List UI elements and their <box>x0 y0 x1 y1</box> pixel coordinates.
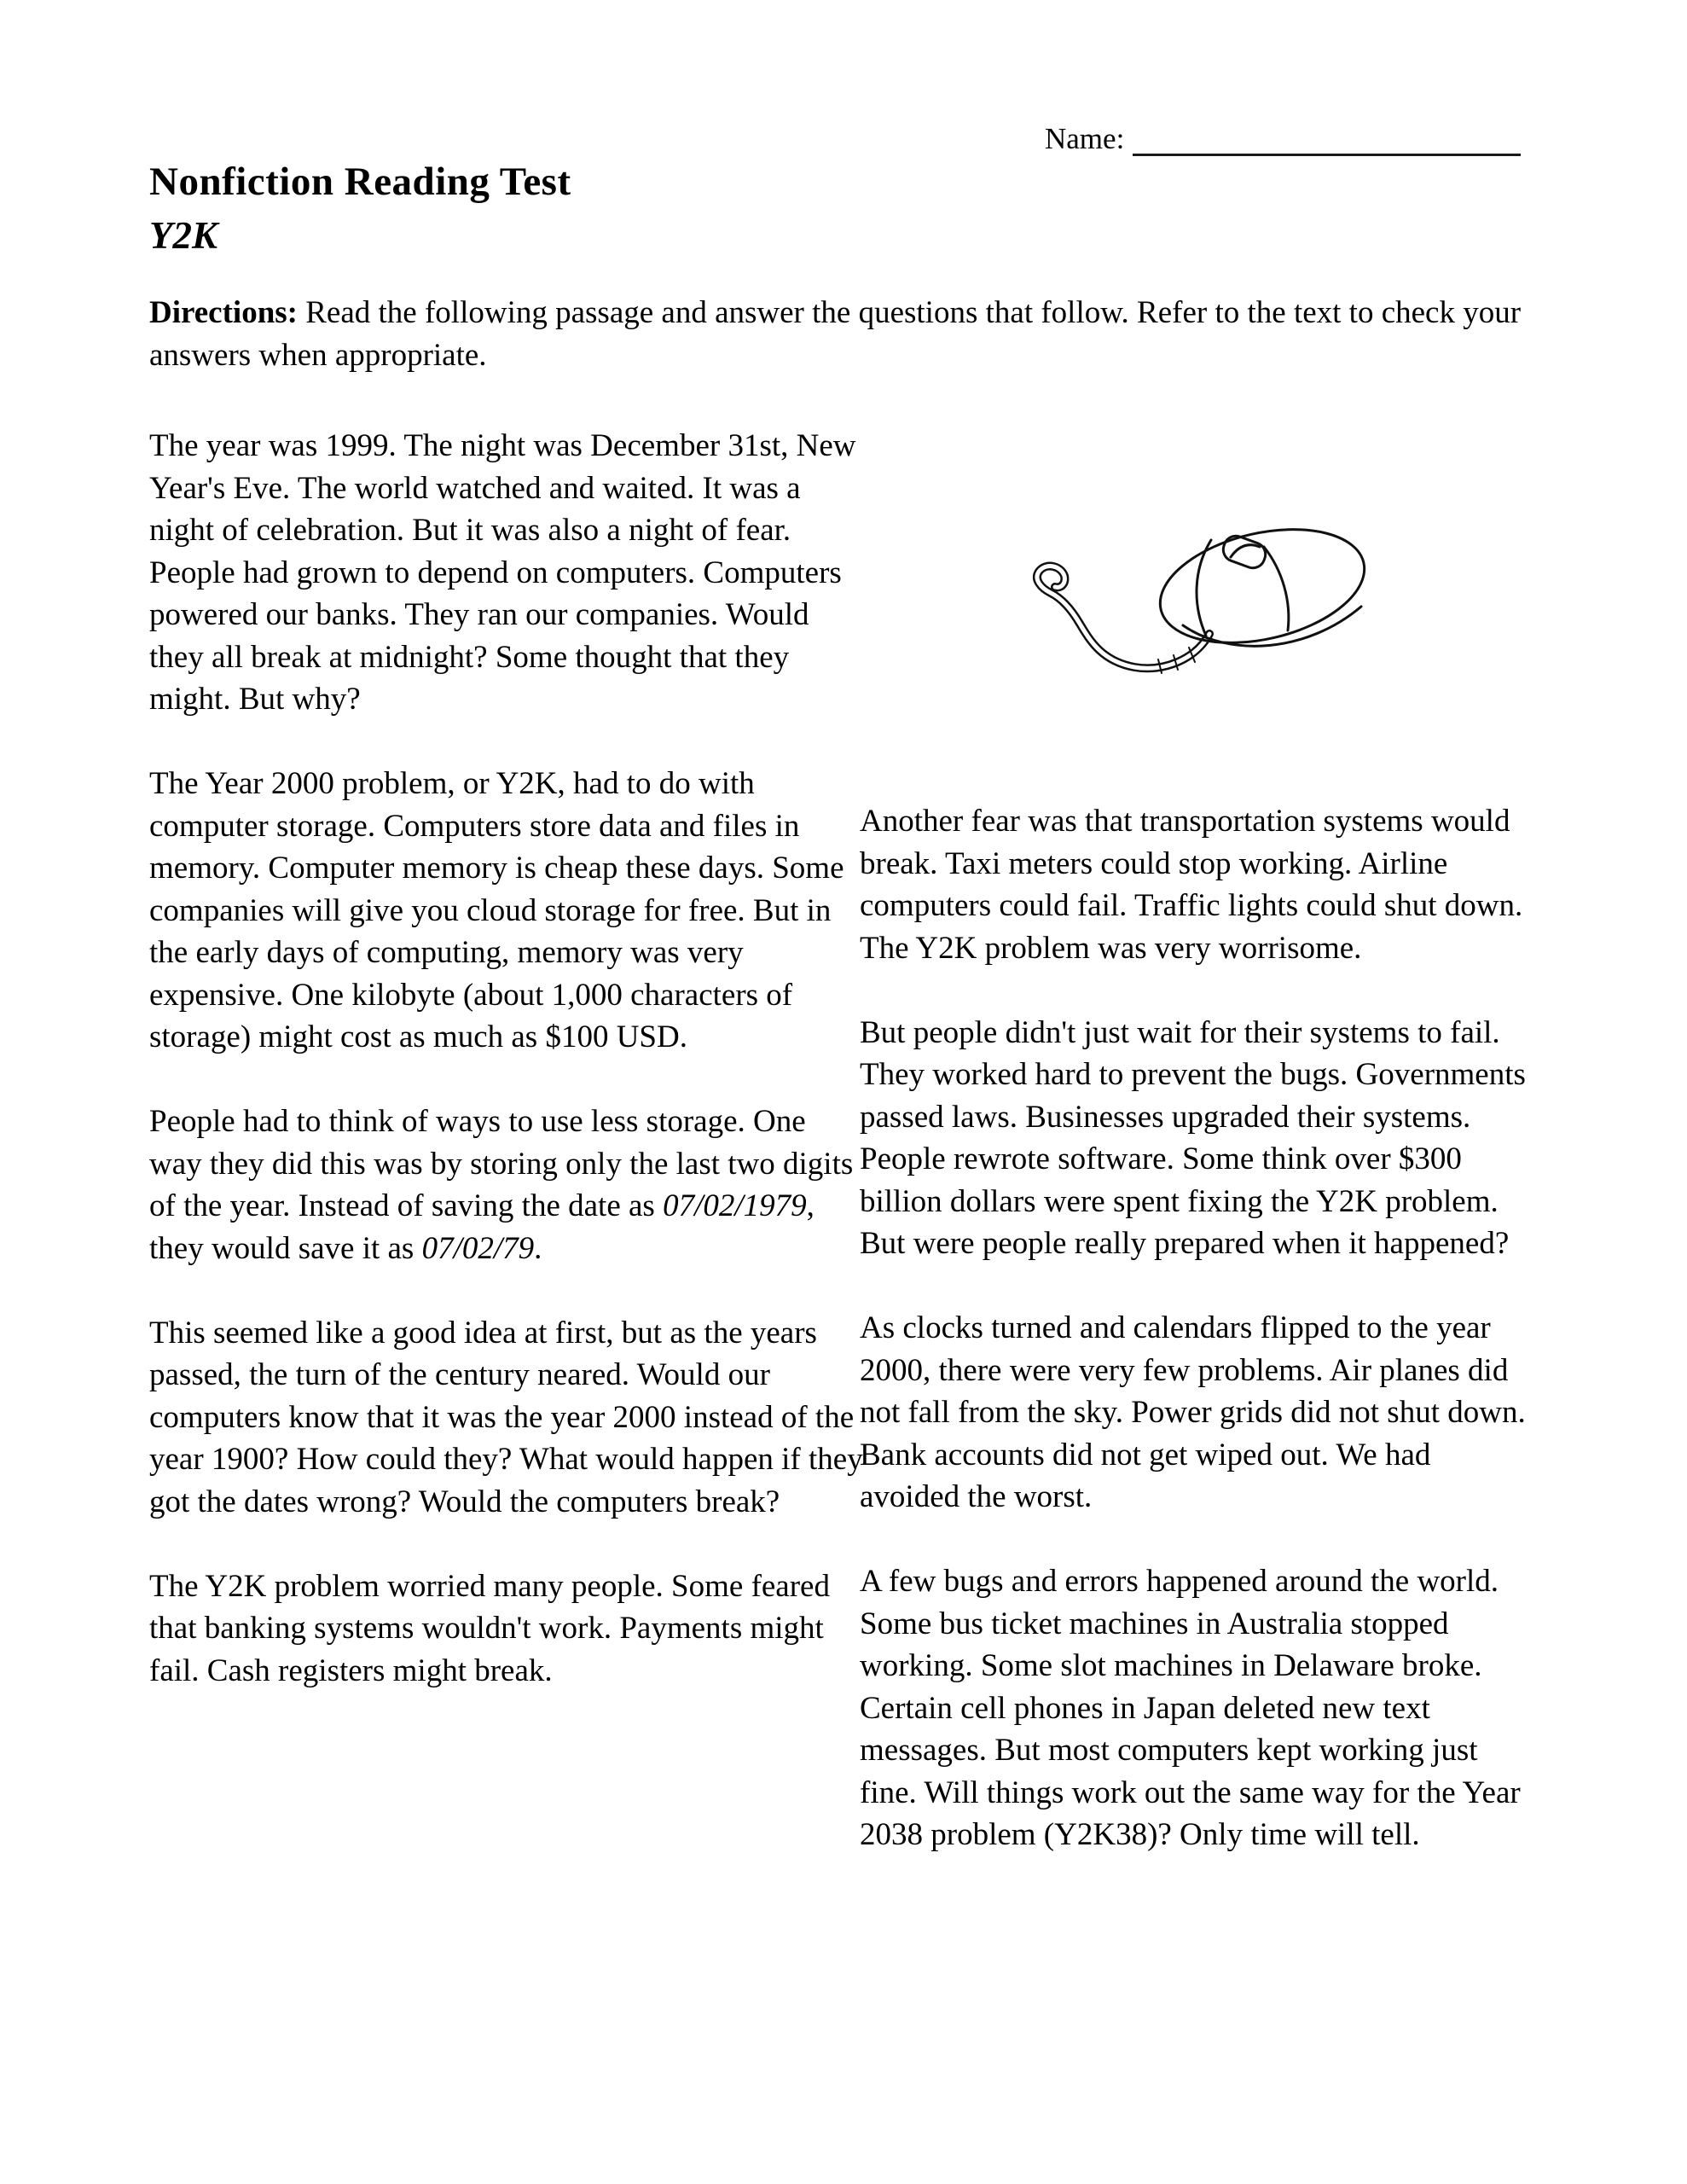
mouse-scroll-wheel <box>1220 532 1268 571</box>
page-subtitle: Y2K <box>149 214 218 257</box>
page-title: Nonfiction Reading Test <box>149 160 571 204</box>
name-blank-line <box>1133 124 1521 156</box>
mouse-scroll-wheel-highlight <box>1231 545 1260 557</box>
passage-paragraph: Another fear was that transportation systems would break. Taxi meters could stop working. Airline computers could fail. Traffic lights could shut down. The Y2K problem was very worrisome. <box>860 804 1523 966</box>
mouse-body <box>1149 511 1376 661</box>
passage-right-column <box>860 800 1532 1898</box>
computer-mouse-illustration <box>1006 491 1407 695</box>
directions-label: Directions: <box>149 295 298 330</box>
passage-paragraph: People had to think of ways to use less storage. One way they did this was by storing only the last two digits of the year. Instead of saving the date as 07/02/1979, they would save it as 07/02/79. <box>149 1104 854 1266</box>
passage-paragraph: But people didn't just wait for their systems to fail. They worked hard to prevent the bugs. Governments passed laws. Businesses upgraded their systems. People rewrote software. Some think over $300 billion dollars were spent fixing the Y2K problem. But were people really prepared when it happened? <box>860 1014 1526 1261</box>
passage-paragraph: This seemed like a good idea at first, but as the years passed, the turn of the century neared. Would our computers know that it was the year 2000 instead of the year 1900? How could they? What would happen if they got the dates wrong? Would the computers break? <box>149 1315 863 1519</box>
directions-text: Read the following passage and answer the questions that follow. Refer to the text to check your answers when appropriate. <box>149 295 1522 373</box>
directions <box>149 292 1527 376</box>
passage-paragraph: The Year 2000 problem, or Y2K, had to do with computer storage. Computers store data and files in memory. Computer memory is cheap these days. Some companies will give you cloud storage for free. But in the early days of computing, memory was very expensive. One kilobyte (about 1,000 characters of storage) might cost as much as $100 USD. <box>149 766 844 1054</box>
passage-left-column <box>149 425 864 1734</box>
passage-paragraph: A few bugs and errors happened around the world. Some bus ticket machines in Australia stopped working. Some slot machines in Delaware broke. Certain cell phones in Japan deleted new text messages. But most computers kept working just fine. Will things work out the same way for the Year 2038 problem (Y2K38)? Only time will tell. <box>860 1564 1521 1852</box>
mouse-cord-core <box>1037 566 1209 669</box>
mouse-front-seam-right <box>1264 547 1289 630</box>
passage-paragraph: As clocks turned and calendars flipped to the year 2000, there were very few problems. Air planes did not fall from the sky. Power grids did not shut down. Bank accounts did not get wiped out. We had avoided the worst. <box>860 1310 1526 1514</box>
name-label: Name: <box>1045 122 1125 155</box>
passage-paragraph: The Y2K problem worried many people. Some feared that banking systems wouldn't work. Payments might fail. Cash registers might break. <box>149 1568 830 1688</box>
name-field-row <box>1045 122 1521 156</box>
passage-paragraph: The year was 1999. The night was December 31st, New Year's Eve. The world watched and waited. It was a night of celebration. But it was also a night of fear. People had grown to depend on computers. Computers powered our banks. They ran our companies. Would they all break at midnight? Some thought that they might. But why? <box>149 428 856 717</box>
